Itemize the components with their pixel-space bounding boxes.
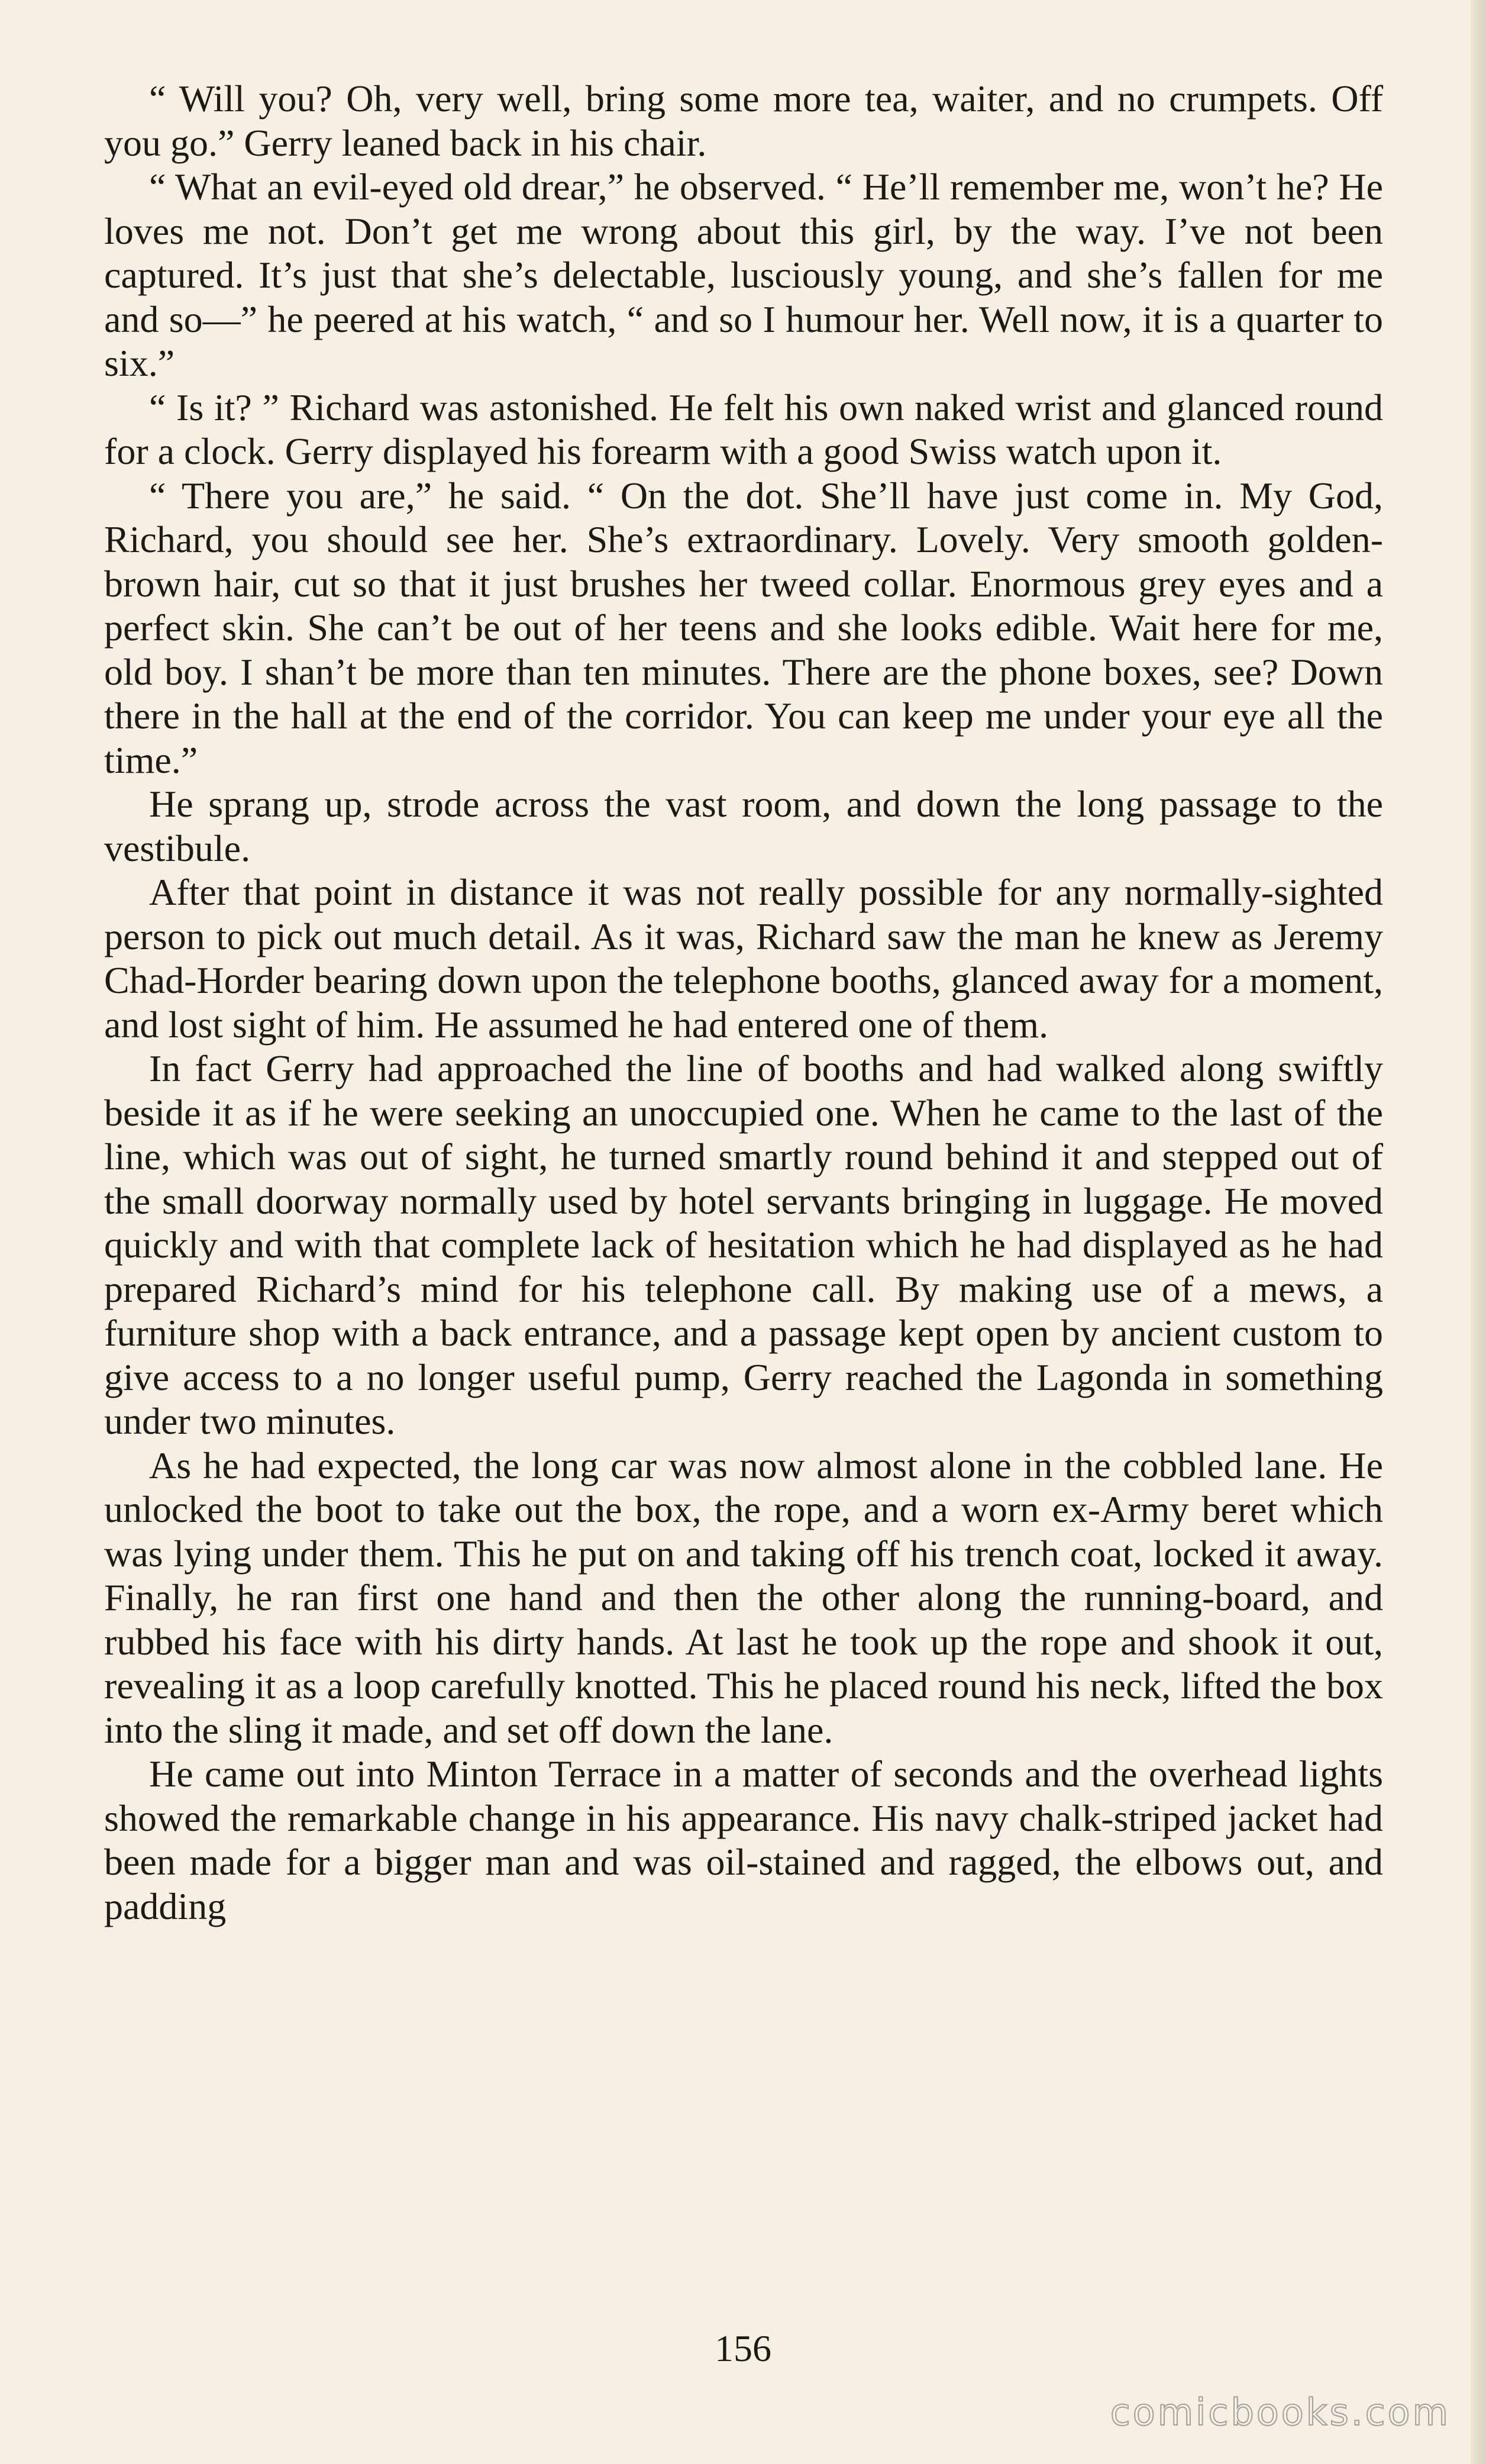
paragraph: “ Will you? Oh, very well, bring some more tea, waiter, and no crumpets. Off you go.” Gerry leaned back in his chair.: [104, 78, 1383, 164]
paragraph: “ Is it? ” Richard was astonished. He felt his own naked wrist and glanced round for a clock. Gerry displayed his forearm with a good Swiss watch upon it.: [104, 386, 1383, 472]
page-number: 156: [715, 2327, 771, 2369]
paragraph: “ What an evil-eyed old drear,” he observed. “ He’ll remember me, won’t he? He loves me not. Don’t get me wrong about this girl, by the way. I’ve not been captured. It’s just that she’s delectable, lusciously young, and she’s fallen for me and so—” he peered at his watch, “ and so I humour her. Well now, it is a quarter to six.”: [104, 166, 1383, 384]
page-edge: [1471, 0, 1486, 2464]
paragraph: He sprang up, strode across the vast room, and down the long passage to the vestibule.: [104, 783, 1383, 869]
paragraph: In fact Gerry had approached the line of booths and had walked along swiftly beside it as if he were seeking an unoccupied one. When he came to the last of the line, which was out of sight, he turned smartly round behind it and stepped out of the small doorway normally used by hotel servants bringing in luggage. He moved quickly and with that complete lack of hesitation which he had displayed as he had prepared Richard’s mind for his telephone call. By making use of a mews, a furniture shop with a back entrance, and a passage kept open by ancient custom to give access to a no longer useful pump, Gerry reached the Lagonda in something under two minutes.: [104, 1047, 1383, 1442]
paragraph: As he had expected, the long car was now almost alone in the cobbled lane. He unlocked the boot to take out the box, the rope, and a worn ex-Army beret which was lying under them. This he put on and taking off his trench coat, locked it away. Finally, he ran first one hand and then the other along the running-board, and rubbed his face with his dirty hands. At last he took up the rope and shook it out, revealing it as a loop carefully knotted. This he placed round his neck, lifted the box into the sling it made, and set off down the lane.: [104, 1444, 1383, 1751]
body-text: [104, 77, 1383, 1928]
watermark: comicbooks.com: [1110, 2391, 1451, 2434]
paragraph: “ There you are,” he said. “ On the dot. She’ll have just come in. My God, Richard, you should see her. She’s extraordinary. Lovely. Very smooth golden-brown hair, cut so that it just brushes her tweed collar. Enormous grey eyes and a perfect skin. She can’t be out of her teens and she looks edible. Wait here for me, old boy. I shan’t be more than ten minutes. There are the phone boxes, see? Down there in the hall at the end of the corridor. You can keep me under your eye all the time.”: [104, 474, 1383, 781]
paragraph: After that point in distance it was not really possible for any normally-sighted person to pick out much detail. As it was, Richard saw the man he knew as Jeremy Chad-Horder bearing down upon the telephone booths, glanced away for a moment, and lost sight of him. He assumed he had entered one of them.: [104, 871, 1383, 1046]
paragraph: He came out into Minton Terrace in a matter of seconds and the overhead lights showed the remarkable change in his appearance. His navy chalk-striped jacket had been made for a bigger man and was oil-stained and ragged, the elbows out, and padding: [104, 1753, 1383, 1927]
